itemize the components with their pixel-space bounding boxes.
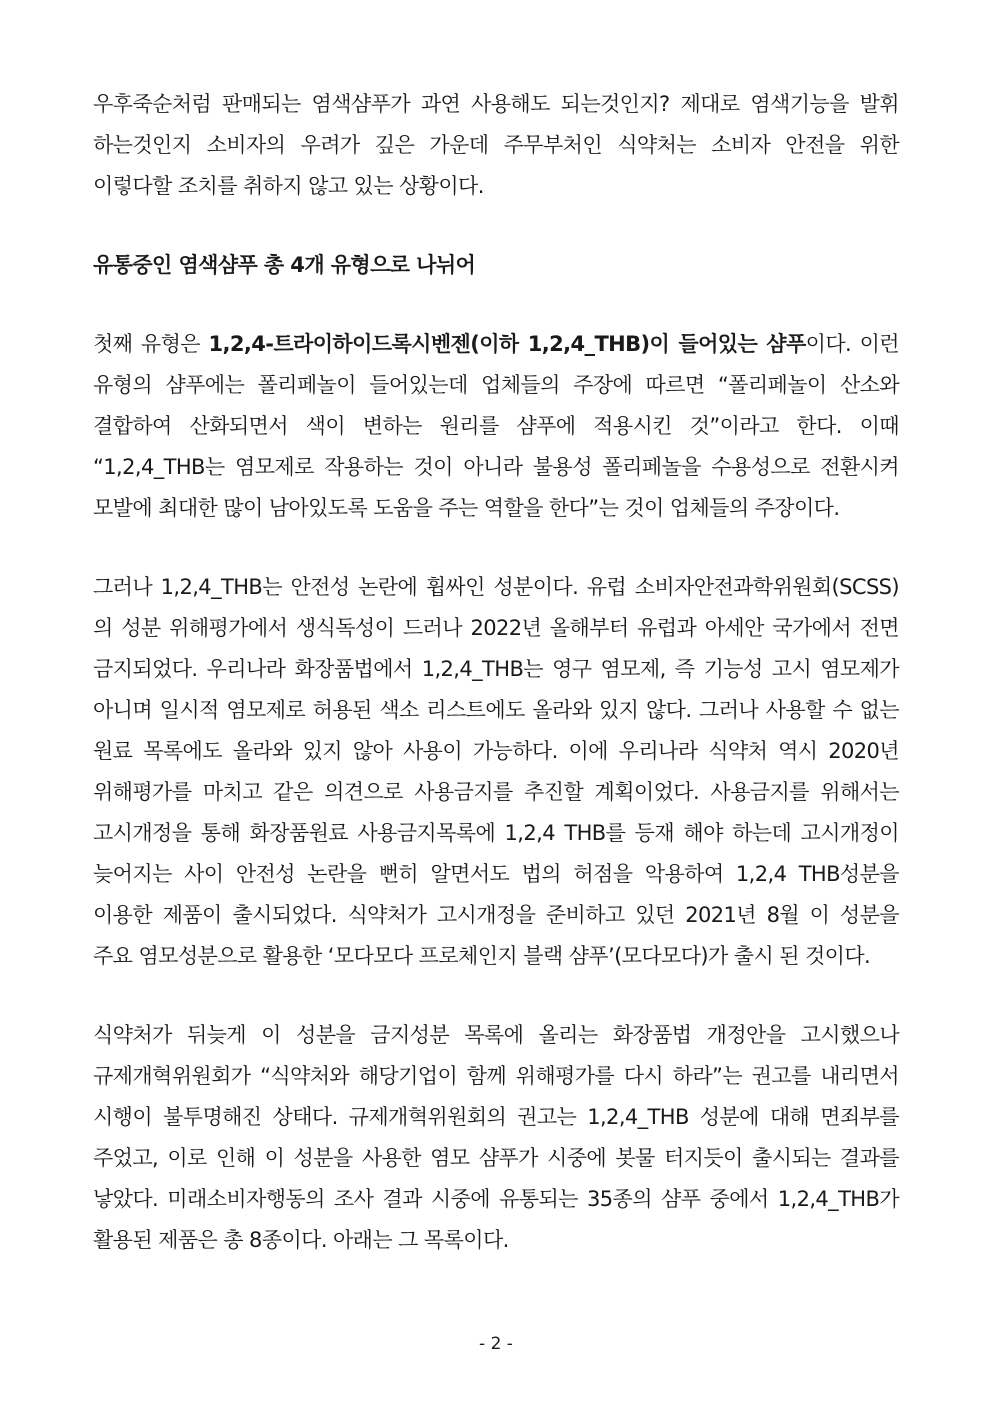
type1-bold-text: 1,2,4-트라이하이드록시벤젠(이하 1,2,4_THB)이 들어있는 샴푸	[208, 332, 806, 356]
type1-lead-text: 첫째 유형은	[93, 332, 209, 356]
page-number: - 2 -	[479, 1334, 513, 1354]
intro-paragraph: 우후죽순처럼 판매되는 염색샴푸가 과연 사용해도 되는것인지? 제대로 염색기능을 발휘 하는것인지 소비자의 우려가 깊은 가운데 주무부처인 식약처는 소비자 안전을 위한 이렇다할 조치를 취하지 않고 있는 상황이다.	[93, 92, 899, 198]
type1-rest-text: 이다. 이런 유형의 샴푸에는 폴리페놀이 들어있는데 업체들의 주장에 따르면 “폴리페놀이 산소와 결합하여 산화되면서 색이 변하는 원리를 샴푸에 적용시킨 것”이라고 한다. 이때 “1,2,4_THB는 염모제로 작용하는 것이 아니라 불용성 폴리페놀을 수용성으로 전환시켜 모발에 최대한 많이 남아있도록 도움을 주는 역할을 한다”는 것이 업체들의 주장이다.	[93, 332, 899, 520]
document-body	[93, 84, 899, 1261]
type1-paragraph	[93, 324, 899, 529]
regulation-paragraph: 식약처가 뒤늦게 이 성분을 금지성분 목록에 올리는 화장품법 개정안을 고시했으나 규제개혁위원회가 “식약처와 해당기업이 함께 위해평가를 다시 하라”는 권고를 내리면서 시행이 불투명해진 상태다. 규제개혁위원회의 권고는 1,2,4_THB 성분에 대해 면죄부를 주었고, 이로 인해 이 성분을 사용한 염모 샴푸가 시중에 봇물 터지듯이 출시되는 결과를 낳았다. 미래소비자행동의 조사 결과 시중에 유통되는 35종의 샴푸 중에서 1,2,4_THB가 활용된 제품은 총 8종이다. 아래는 그 목록이다.	[93, 1023, 899, 1252]
section-heading: 유통중인 염색샴푸 총 4개 유형으로 나뉘어	[93, 253, 476, 277]
safety-paragraph: 그러나 1,2,4_THB는 안전성 논란에 휩싸인 성분이다. 유럽 소비자안전과학위원회(SCSS)의 성분 위해평가에서 생식독성이 드러나 2022년 올해부터 유럽과 아세안 국가에서 전면 금지되었다. 우리나라 화장품법에서 1,2,4_THB는 영구 염모제, 즉 기능성 고시 염모제가 아니며 일시적 염모제로 허용된 색소 리스트에도 올라와 있지 않다. 그러나 사용할 수 없는 원료 목록에도 올라와 있지 않아 사용이 가능하다. 이에 우리나라 식약처 역시 2020년 위해평가를 마치고 같은 의견으로 사용금지를 추진할 계획이었다. 사용금지를 위해서는 고시개정을 통해 화장품원료 사용금지목록에 1,2,4 THB를 등재 해야 하는데 고시개정이 늦어지는 사이 안전성 논란을 뻔히 알면서도 법의 허점을 악용하여 1,2,4 THB성분을 이용한 제품이 출시되었다. 식약처가 고시개정을 준비하고 있던 2021년 8월 이 성분을 주요 염모성분으로 활용한 ‘모다모다 프로체인지 블랙 샴푸’(모다모다)가 출시 된 것이다.	[93, 575, 899, 968]
